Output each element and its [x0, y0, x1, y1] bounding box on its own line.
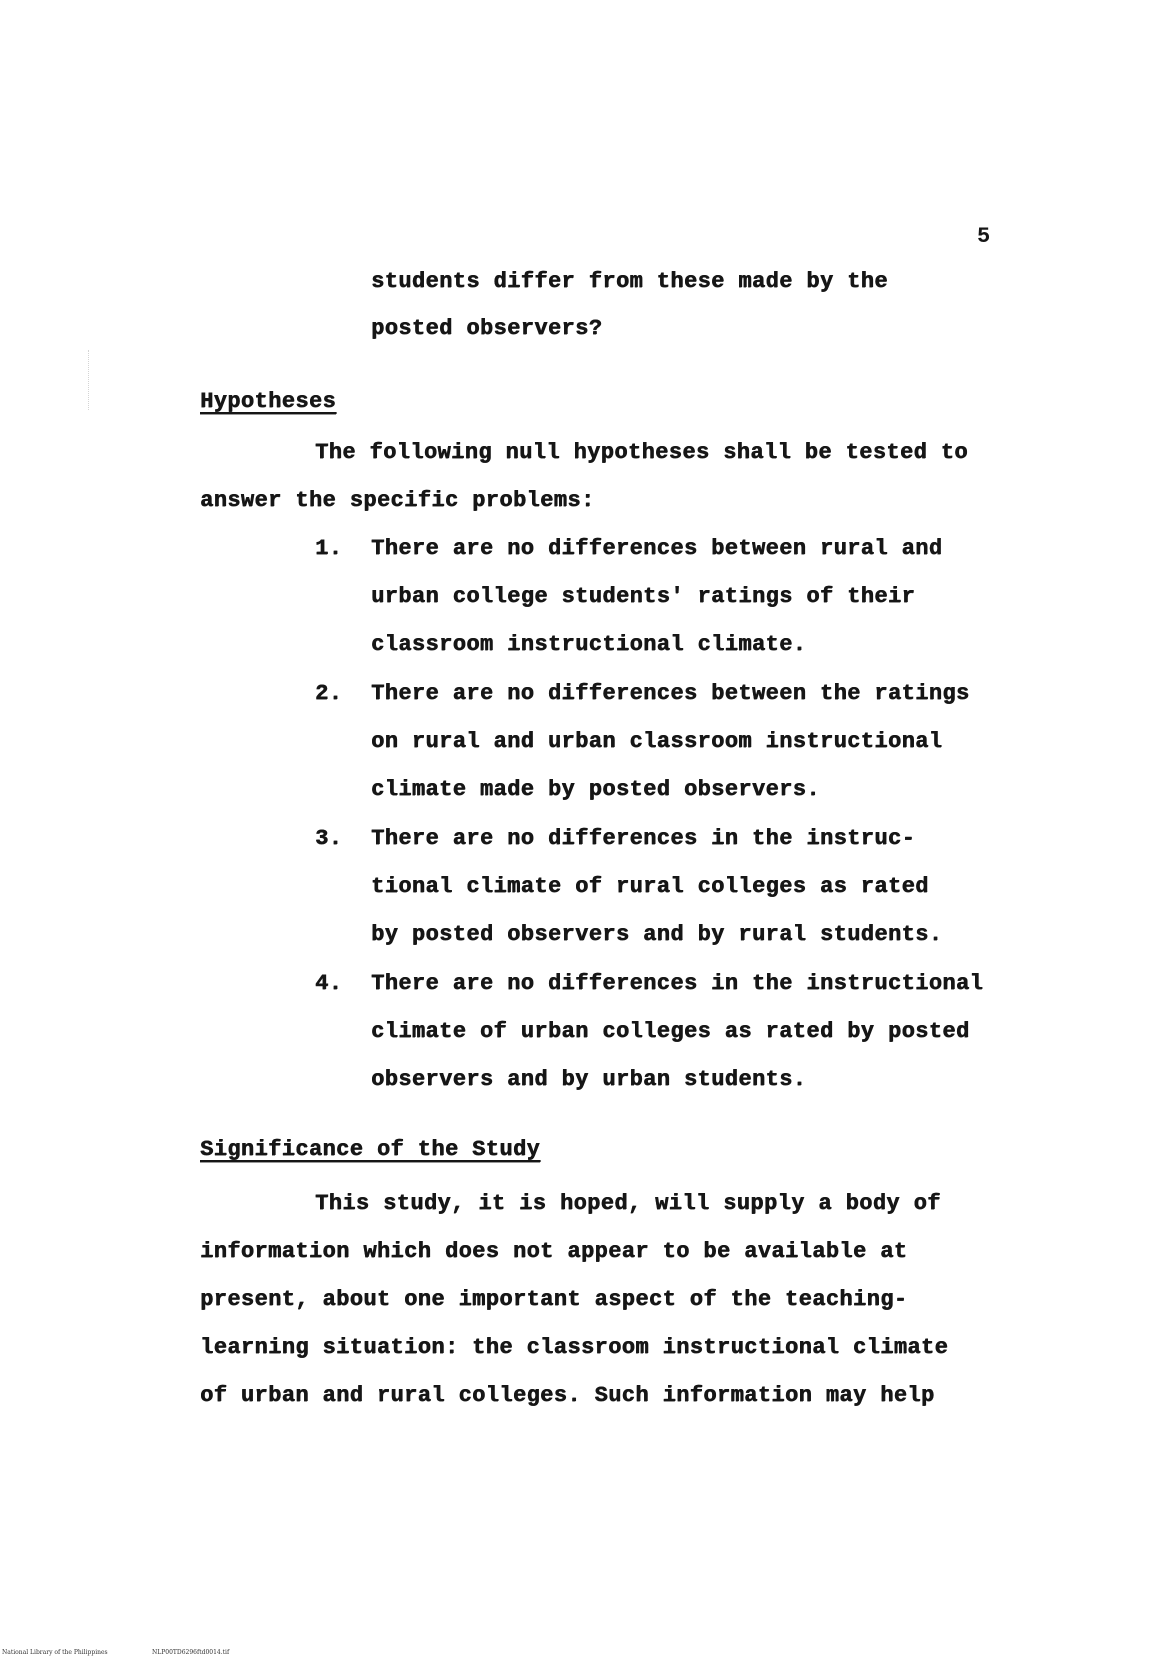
hypothesis-number: 3.	[315, 826, 343, 851]
hypothesis-number: 4.	[315, 971, 343, 996]
hypotheses-intro-line: answer the specific problems:	[200, 488, 595, 513]
significance-line: of urban and rural colleges. Such information may help	[200, 1383, 935, 1408]
hypothesis-number: 2.	[315, 681, 343, 706]
continuation-line: students differ from these made by the	[371, 269, 888, 294]
significance-line: information which does not appear to be available at	[200, 1239, 908, 1264]
hypothesis-line: by posted observers and by rural students.	[371, 922, 943, 947]
hypothesis-line: There are no differences between rural and	[371, 536, 943, 561]
footer-file-name: NLP00TD6296ftd0014.tif	[152, 1649, 230, 1656]
hypothesis-line: climate of urban colleges as rated by posted	[371, 1019, 970, 1044]
page-number: 5	[977, 224, 991, 249]
hypothesis-line: There are no differences in the instructional	[371, 971, 984, 996]
hypothesis-line: climate made by posted observers.	[371, 777, 820, 802]
significance-line: learning situation: the classroom instructional climate	[200, 1335, 949, 1360]
hypothesis-line: observers and by urban students.	[371, 1067, 807, 1092]
significance-line: This study, it is hoped, will supply a body of	[315, 1191, 941, 1216]
significance-line: present, about one important aspect of the teaching-	[200, 1287, 908, 1312]
continuation-line: posted observers?	[371, 316, 603, 341]
hypotheses-heading: Hypotheses	[200, 389, 337, 414]
hypotheses-intro-line: The following null hypotheses shall be tested to	[315, 440, 968, 465]
hypothesis-line: There are no differences in the instruc-	[371, 826, 916, 851]
significance-heading: Significance of the Study	[200, 1137, 541, 1162]
hypothesis-line: tional climate of rural colleges as rated	[371, 874, 929, 899]
scan-speckle	[88, 350, 97, 410]
hypothesis-line: classroom instructional climate.	[371, 632, 807, 657]
hypothesis-line: on rural and urban classroom instructional	[371, 729, 943, 754]
hypothesis-number: 1.	[315, 536, 343, 561]
hypothesis-line: urban college students' ratings of their	[371, 584, 916, 609]
footer-library: National Library of the Philippines	[2, 1649, 108, 1656]
hypothesis-line: There are no differences between the ratings	[371, 681, 970, 706]
